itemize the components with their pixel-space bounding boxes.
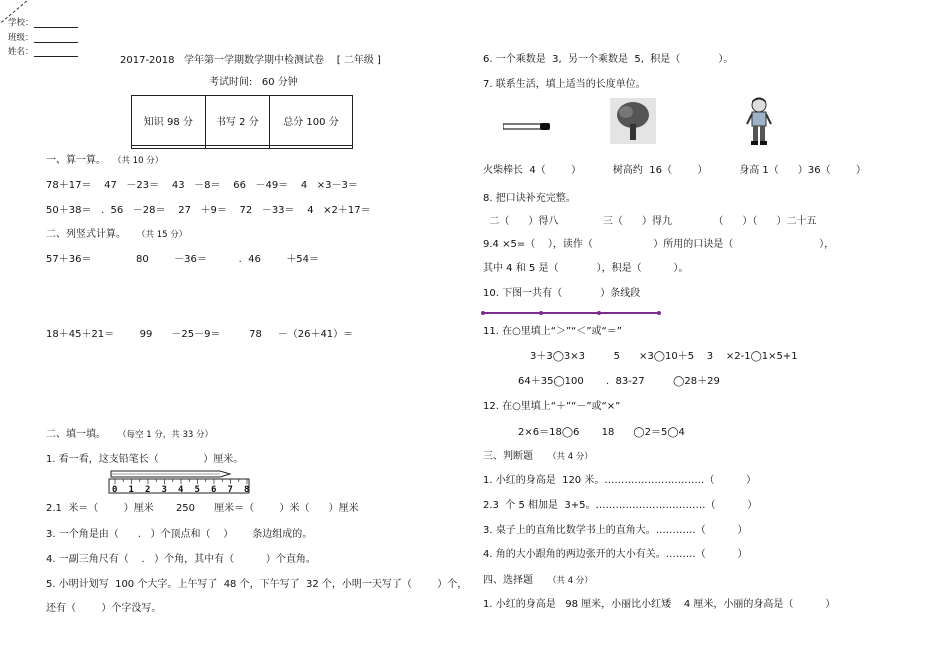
question-11-row2: 64＋35◯100 . 83-27 ◯28＋29 [518, 376, 720, 387]
section1-title: 一、算一算。 [46, 155, 106, 166]
school-label: 学校： [8, 18, 34, 28]
score-cell-total[interactable] [269, 145, 352, 148]
question-5: 5. 小明计划写 100 个大字。上午写了 48 个，下午写了 32 个，小明一天写了（ ）个， [46, 579, 468, 590]
section2-points: （共 15 分） [137, 230, 188, 240]
ruler-number: 3 [161, 485, 167, 495]
question-3: 3. 一个角是由（ . ）个顶点和（ ） 条边组成的。 [46, 529, 313, 540]
choice-section-points: （共 4 分） [548, 576, 593, 586]
question-11: 11. 在○里填上“＞”“＜”或“＝” [483, 326, 622, 337]
ruler-number: 1 [128, 485, 134, 495]
section1-row1: 78＋17＝ 47 －23＝ 43 －8＝ 66 －49＝ 4 ×3－3＝ [46, 180, 358, 191]
section3-points: （每空 1 分，共 33 分） [118, 430, 214, 440]
score-header-row [132, 96, 353, 146]
question-11-row1: 3＋3◯3×3 5 ×3◯10＋5 3 ×2-1◯1×5+1 [530, 351, 798, 362]
section3-title: 二、填一填。 [46, 429, 106, 440]
line-segment-figure [481, 308, 663, 318]
question-12-row1: 2×6＝18◯6 18 ◯2＝5◯4 [518, 427, 685, 438]
judge-3: 3. 桌子上的直角比数学书上的直角大。…………（ ） [483, 525, 748, 536]
question-9b: 其中 4 和 5 是（ ），积是（ ）。 [483, 263, 689, 274]
ruler-number: 5 [194, 485, 200, 495]
page-title: 2017-2018 学年第一学期数学期中检测试卷 [ 二年级 ] [120, 55, 381, 66]
ruler-number: 7 [227, 485, 233, 495]
question-9: 9.4 ×5=（ ），读作（ ）所用的口诀是（ ）， [483, 239, 835, 250]
ruler-number: 6 [211, 485, 217, 495]
judge-4: 4. 角的大小跟角的两边张开的大小有关。………（ ） [483, 549, 748, 560]
question-6: 6. 一个乘数是 3, 另一个乘数是 5, 积是（ ）。 [483, 54, 734, 65]
judge-2: 2.3 个 5 相加是 3+5。……………………………（ ） [483, 500, 758, 511]
ruler-number: 8 [244, 485, 250, 495]
judge-section-points: （共 4 分） [548, 452, 593, 462]
tree-icon [610, 98, 656, 144]
ruler-number: 2 [145, 485, 151, 495]
section2-row2: 18＋45＋21＝ 99 －25－9＝ 78 －（26＋41）＝ [46, 329, 354, 340]
score-header-writing: 书写 2 分 [205, 96, 269, 146]
exam-time: 考试时间: 60 分钟 [209, 77, 298, 88]
section2-title: 二、列竖式计算。 [46, 229, 126, 240]
pencil-ruler-illustration [108, 467, 252, 495]
question-8-line: 二（ ）得八 三（ ）得九 （ ）（ ）二十五 [483, 216, 817, 227]
question-4: 4. 一副三角尺有（ . ）个角，其中有（ ）个直角。 [46, 554, 316, 565]
matchstick-icon [503, 122, 551, 132]
score-value-row [132, 145, 353, 148]
ruler-number: 4 [178, 485, 184, 495]
ruler-number: 0 [112, 485, 118, 495]
question-2: 2.1 米＝（ ）厘米 250 厘米＝（ ）米（ ）厘米 [46, 503, 359, 514]
judge-1: 1. 小红的身高是 120 米。…………………………（ ） [483, 475, 757, 486]
section1-points: （共 10 分） [113, 156, 164, 166]
question-7-line: 火柴棒长 4（ ） 树高约 16（ ） 身高 1（ ）36（ ） [483, 165, 867, 176]
name-field[interactable] [34, 56, 78, 57]
choice-1: 1. 小红的身高是 98 厘米，小丽比小红矮 4 厘米，小丽的身高是（ ） [483, 599, 836, 610]
score-table [131, 95, 353, 149]
question-5b: 还有（ ）个字没写。 [46, 603, 162, 614]
section1-row2: 50＋38＝ . 56 －28＝ 27 ＋9＝ 72 －33＝ 4 ×2＋17＝ [46, 205, 371, 216]
boy-icon [743, 96, 775, 148]
question-8: 8. 把口诀补充完整。 [483, 193, 576, 204]
score-header-knowledge: 知识 98 分 [132, 96, 206, 146]
question-10: 10. 下图一共有（ ）条线段 [483, 288, 641, 299]
judge-section-title: 三、判断题 [483, 451, 533, 462]
choice-section-title: 四、选择题 [483, 575, 533, 586]
question-1: 1. 看一看，这支铅笔长（ ）厘米。 [46, 454, 244, 465]
score-cell-knowledge[interactable] [132, 145, 206, 148]
score-cell-writing[interactable] [205, 145, 269, 148]
school-field[interactable] [34, 27, 78, 28]
score-header-total: 总分 100 分 [269, 96, 352, 146]
section2-row1: 57＋36＝ 80 －36＝ . 46 ＋54＝ [46, 254, 320, 265]
name-label: 姓名： [8, 47, 34, 57]
class-label: 班级： [8, 33, 34, 43]
question-7: 7. 联系生活，填上适当的长度单位。 [483, 79, 646, 90]
question-12: 12. 在○里填上“＋”“－”或“×” [483, 401, 621, 412]
class-field[interactable] [34, 42, 78, 43]
